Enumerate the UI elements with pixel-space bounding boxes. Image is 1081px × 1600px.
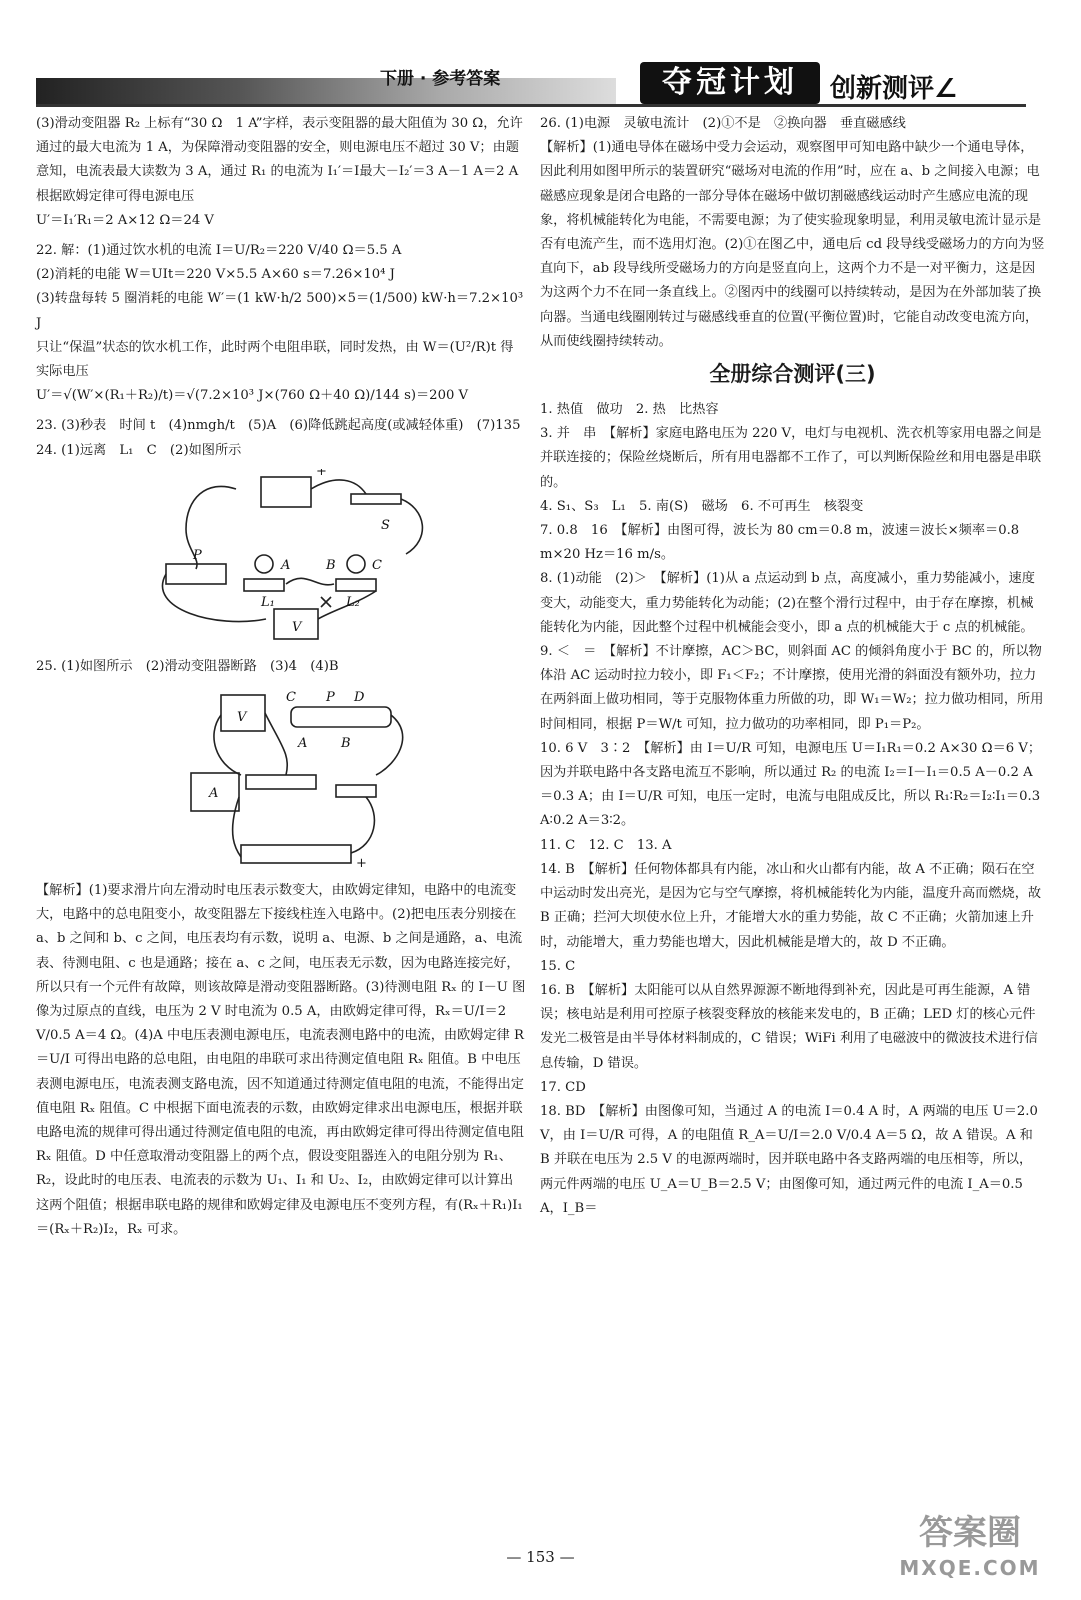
label-v: V (237, 710, 247, 726)
answer-10: 10. 6 V 3∶2 【解析】由 I＝U/R 可知，电源电压 U＝I₁R₁＝0.2 A×30 Ω＝6 V；因为并联电路中各支路电流互不影响，所以通过 R₂ 的电流 I₂＝I－I₁＝0.5 A－0.2 A＝0.3 A；由 I＝U/R 可知，电压一定时，电流与电阻成反比，所以 R₁∶R₂＝I₂∶I₁＝0.3 A∶0.2 A＝3∶2。 (540, 740, 1045, 829)
circuit-figure-25 (36, 685, 526, 873)
page-number: — 153 — (506, 1548, 575, 1566)
watermark-logo: 答案圈 MXQE.COM (899, 1513, 1041, 1580)
answer-14: 14. B 【解析】任何物体都具有内能，冰山和火山都有内能，故 A 不正确；陨石在空中运动时发出亮光，是因为它与空气摩擦，将机械能转化为内能，温度升高而燃烧，故 B 正确；拦河大坝使水位上升，才能增大水的重力势能，故 C 不正确；火箭加速上升时，动能增大，重力势能也增大，因此机械能是增大的，故 D 不正确。 (540, 861, 1046, 950)
label-a: A (298, 736, 308, 752)
header-decor-bar (36, 78, 616, 104)
label-l1: L₁ (261, 594, 275, 610)
series-title: 创新测评∠ (830, 74, 958, 104)
label-d: D (354, 690, 365, 706)
answer-15: 15. C (540, 958, 576, 974)
label-a: A (281, 557, 291, 573)
answer-17: 17. CD (540, 1079, 586, 1095)
answer-1-2: 1. 热值 做功 2. 热 比热容 (540, 402, 719, 418)
label-v: V (292, 619, 302, 635)
section-title: 全册综合测评(三) (709, 362, 876, 387)
label-am: A (209, 786, 219, 802)
analysis-25: 【解析】(1)要求滑片向左滑动时电压表示数变大，由欧姆定律知，电路中的电流变大，电路中的总电阻变小，故变阻器左下接线柱连入电路中。(2)把电压表分别接在 a、b 之间和 b、c 之间，电压表均有示数，说明 a、电源、b 之间是通路，a、电流表、待测电阻、c 也是通路；接在 a、c 之间，电压表无示数，因为电路连接完好，所以只有一个元件有故障，则该故障是滑动变阻器断路。(3)待测电阻 Rₓ 的 I－U 图像为过原点的直线，电压为 2 V 时电流为 0.5 A，由欧姆定律可得，Rₓ＝U/I＝2 V/0.5 A＝4 Ω。(4)A 中电压表测电源电压，电流表测电路中的电流，由欧姆定律 R＝U/I 可得出电路的总电阻，由电阻的串联可求出待测定值电阻 Rₓ 阻值。B 中电压表测电源电压，电流表测支路电流，因不知道通过待测定值电阻的电流，不能得出定值电阻 Rₓ 阻值。C 中根据下面电流表的示数，由欧姆定律求出电源电压，根据并联电路电流的规律可得出通过待测定值电阻的电流，再由欧姆定律可得出待测定值电阻 Rₓ 阻值。D 中任意取滑动变阻器上的两个点，假设变阻器连入的电阻分别为 R₁、R₂，设此时的电压表、电流表的示数为 U₁、I₁ 和 U₂、I₂，由欧姆定律可以计算出这两个阻值；根据串联电路的规律和欧姆定律及电源电压不变列方程，有(Rₓ＋R₁)I₁＝(Rₓ＋R₂)I₂，Rₓ 可求。 (36, 883, 529, 1237)
answer-18: 18. BD 【解析】由图像可知，当通过 A 的电流 I＝0.4 A 时，A 两端的电压 U＝2.0 V，由 I＝U/R 可得，A 的电阻值 R_A＝U/I＝2.0 V/0.4 A＝5 Ω，故 A 错误。A 和 B 并联在电压为 2.5 V 的电源两端时，因并联电路中各支路两端的电压相等，所以，两元件两端的电压 U_A＝U_B＝2.5 V；由图像可知，通过两元件的电流 I_A＝0.5 A，I_B＝ (540, 1103, 1043, 1216)
label-plus: + (356, 856, 367, 872)
answer-9: 9. ＜ ＝ 【解析】不计摩擦，AC＞BC，则斜面 AC 的倾斜角度小于 BC 的，所以物体沿 AC 运动时拉力较小，即 F₁＜F₂；不计摩擦，使用光滑的斜面没有额外功，拉力在两斜面上做功相同，等于克服物体重力所做的功，即 W₁＝W₂；拉力做功相同，所用时间相同，根据 P＝W/t 可知，拉力做功的功率相同，即 P₁＝P₂。 (540, 644, 1044, 732)
header-title: 下册 · 参考答案 (380, 69, 501, 89)
right-column (540, 112, 1045, 1221)
circuit-diagram-1 (36, 469, 526, 649)
answer-3: 3. 并 串 【解析】家庭电路电压为 220 V，电灯与电视机、洗衣机等家用电器之间是并联连接的；保险丝烧断后，所有用电器都不工作了，可以判断保险丝和用电器是串联的。 (540, 426, 1042, 490)
circuit-figure-24 (36, 469, 526, 649)
answer-text: 只让“保温”状态的饮水机工作，此时两个电阻串联，同时发热，由 W＝(U²/R)t 得实际电压 (36, 339, 514, 380)
label-p: P (193, 547, 202, 563)
label-c: C (372, 557, 382, 573)
label-c: C (286, 690, 296, 706)
label-b: B (341, 736, 351, 752)
analysis-26: 【解析】(1)通电导体在磁场中受力会运动，观察图甲可知电路中缺少一个通电导体，因此利用如图甲所示的装置研究“磁场对电流的作用”时，应在 a、b 之间接入电源；电磁感应现象是闭合电路的一部分导体在磁场中做切割磁感线运动时产生感应电流的现象，将机械能转化为电能，不需要电源；为了使实验现象明显，利用灵敏电流计显示是否有电流产生，而不选用灯泡。(2)①在图乙中，通电后 cd 段导线受磁场力的方向为竖直向下，ab 段导线所受磁场力的方向是竖直向上，这两个力不是一对平衡力，这是因为这两个力不在同一条直线上。②图丙中的线圈可以持续转动，是因为在外部加装了换向器。当通电线圈刚转过与磁感线垂直的位置(平衡位置)时，它能自动改变电流方向，从而使线圈持续转动。 (540, 140, 1045, 349)
answer-26: 26. (1)电源 灵敏电流计 (2)①不是 ②换向器 垂直磁感线 (540, 116, 906, 131)
answer-22: 22. 解：(1)通过饮水机的电流 I＝U/R₂＝220 V/40 Ω＝5.5 A (36, 243, 402, 259)
label-b: B (326, 557, 336, 573)
answer-23: 23. (3)秒表 时间 t (4)nmgh/t (5)A (6)降低跳起高度(或减轻体重) (7)135 (36, 418, 521, 434)
answer-24: 24. (1)远离 L₁ C (2)如图所示 (36, 442, 242, 458)
answer-4-6: 4. S₁、S₃ L₁ 5. 南(S) 磁场 6. 不可再生 核裂变 (540, 498, 864, 514)
answer-7: 7. 0.8 16 【解析】由图可得，波长为 80 cm＝0.8 m，波速＝波长×频率＝0.8 m×20 Hz＝16 m/s。 (540, 523, 1024, 563)
page-header (0, 0, 1081, 110)
label-s: S (381, 517, 390, 533)
label-l2: L₂ (346, 594, 360, 610)
answer-text: 根据欧姆定律可得电源电压 (36, 188, 195, 204)
answer-8: 8. (1)动能 (2)＞ 【解析】(1)从 a 点运动到 b 点，高度减小，重力势能减小，速度变大，动能变大，重力势能转化为动能；(2)在整个滑行过程中，由于存在摩擦，机械能转化为内能，因此整个过程中机械能会变小，即 a 点的机械能大于 c 点的机械能。 (540, 571, 1035, 635)
brand-logo: 夺冠计划 (640, 62, 820, 104)
answer-11-13: 11. C 12. C 13. A (540, 837, 672, 853)
label-p: P (326, 690, 335, 706)
answer-25: 25. (1)如图所示 (2)滑动变阻器断路 (3)4 (4)B (36, 658, 339, 674)
left-column (36, 112, 529, 1242)
answer-text: U′＝I₁′R₁＝2 A×12 Ω＝24 V (36, 212, 214, 228)
answer-text: (2)消耗的电能 W＝UIt＝220 V×5.5 A×60 s＝7.26×10⁴ J (36, 267, 395, 283)
answer-text: U′＝√(W′×(R₁＋R₂)/t)＝√(7.2×10³ J×(760 Ω＋40 Ω)/144 s)＝200 V (36, 388, 469, 404)
label-plus: + (316, 468, 327, 479)
answer-text: (3)转盘每转 5 圈消耗的电能 W′＝(1 kW·h/2 500)×5＝(1/500) kW·h＝7.2×10³ J (36, 291, 528, 331)
answer-text: (3)滑动变阻器 R₂ 上标有“30 Ω 1 A”字样，表示变阻器的最大阻值为 30 Ω，允许通过的最大电流为 1 A，为保障滑动变阻器的安全，则电源电压不超过 30 V；由题意知，电流表最大读数为 3 A，通过 R₁ 的电流为 I₁′＝I最大－I₂′＝3 A－1 A＝2 A (36, 116, 523, 180)
circuit-diagram-2 (36, 685, 526, 873)
answer-16: 16. B 【解析】太阳能可以从自然界源源不断地得到补充，因此是可再生能源，A 错误；核电站是利用可控原子核裂变释放的核能来发电的，B 正确；LED 灯的核心元件发光二极管是由半导体材料制成的，C 错误；WiFi 利用了电磁波中的微波技术进行信息传输，D 错误。 (540, 982, 1038, 1071)
